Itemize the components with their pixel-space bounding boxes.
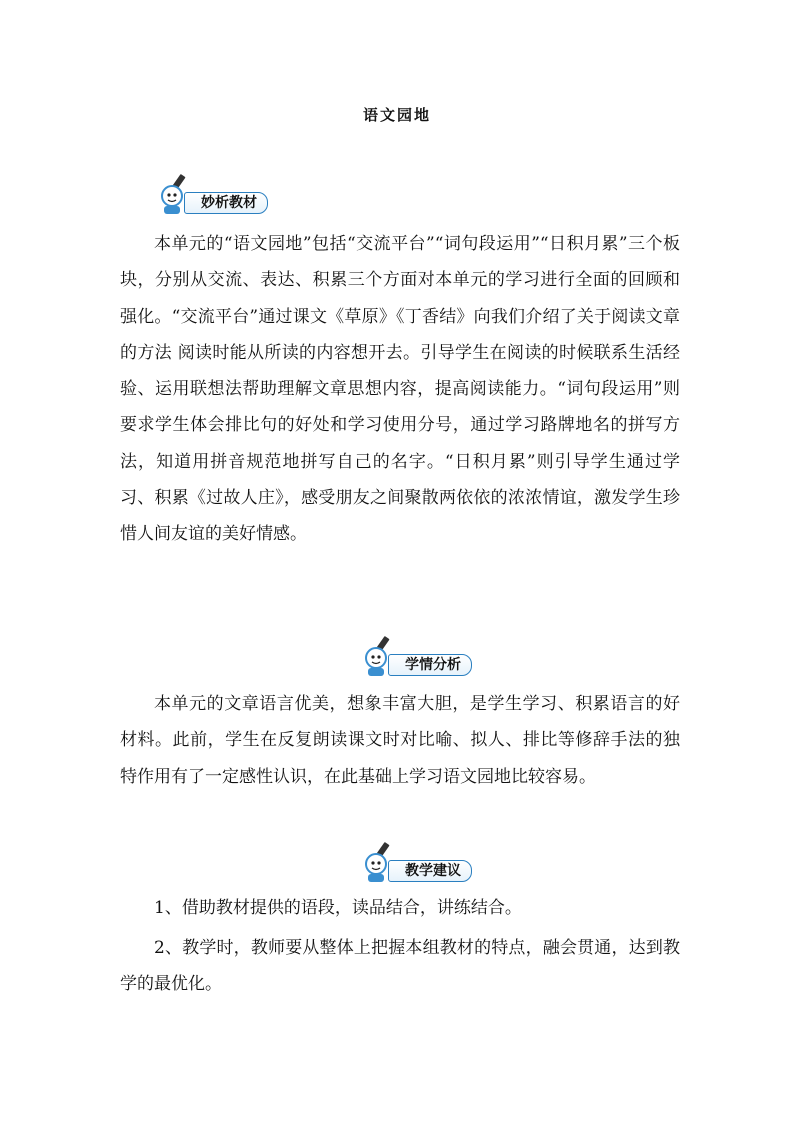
section-badge-label: 妙析教材 (184, 192, 268, 214)
paragraph: 本单元的文章语言优美，想象丰富大胆，是学生学习、积累语言的好材料。此前，学生在反复朗读课文时对比喻、拟人、排比等修辞手法的独特作用有了一定感性认识，在此基础上学习语文园地比较容易。 (120, 694, 680, 787)
page-title: 语文园地 (362, 106, 431, 124)
paragraph: 2、教学时，教师要从整体上把握本组教材的特点，融会贯通，达到教学的最优化。 (120, 938, 680, 995)
section-badge-label: 教学建议 (388, 860, 472, 882)
section-badge-teaching (362, 852, 502, 882)
paragraph: 本单元的“语文园地”包括“交流平台”“词句段运用”“日积月累”三个板块，分别从交流、表达、积累三个方面对本单元的学习进行全面的回顾和强化。“交流平台”通过课文《草原》《丁香结》向我们介绍了关于阅读文章的方法 阅读时能从所读的内容想开去。引导学生在阅读的时候联系生活经验、运用联想法帮助理解文章思想内容，提高阅读能力。“词句段运用”则要求学生体会排比句的好处和学习使用分号，通过学习路牌地名的拼写方法，知道用拼音规范地拼写自己的名字。“日积月累”则引导学生通过学习、积累《过故人庄》，感受朋友之间聚散两依依的浓浓情谊，激发学生珍惜人间友谊的美好情感。 (120, 234, 680, 545)
section-badge-analysis (158, 184, 298, 214)
section-badge-learning (362, 646, 502, 676)
section-badge-label: 学情分析 (388, 654, 472, 676)
paragraph: 1、借助教材提供的语段，读品结合，讲练结合。 (154, 898, 522, 918)
